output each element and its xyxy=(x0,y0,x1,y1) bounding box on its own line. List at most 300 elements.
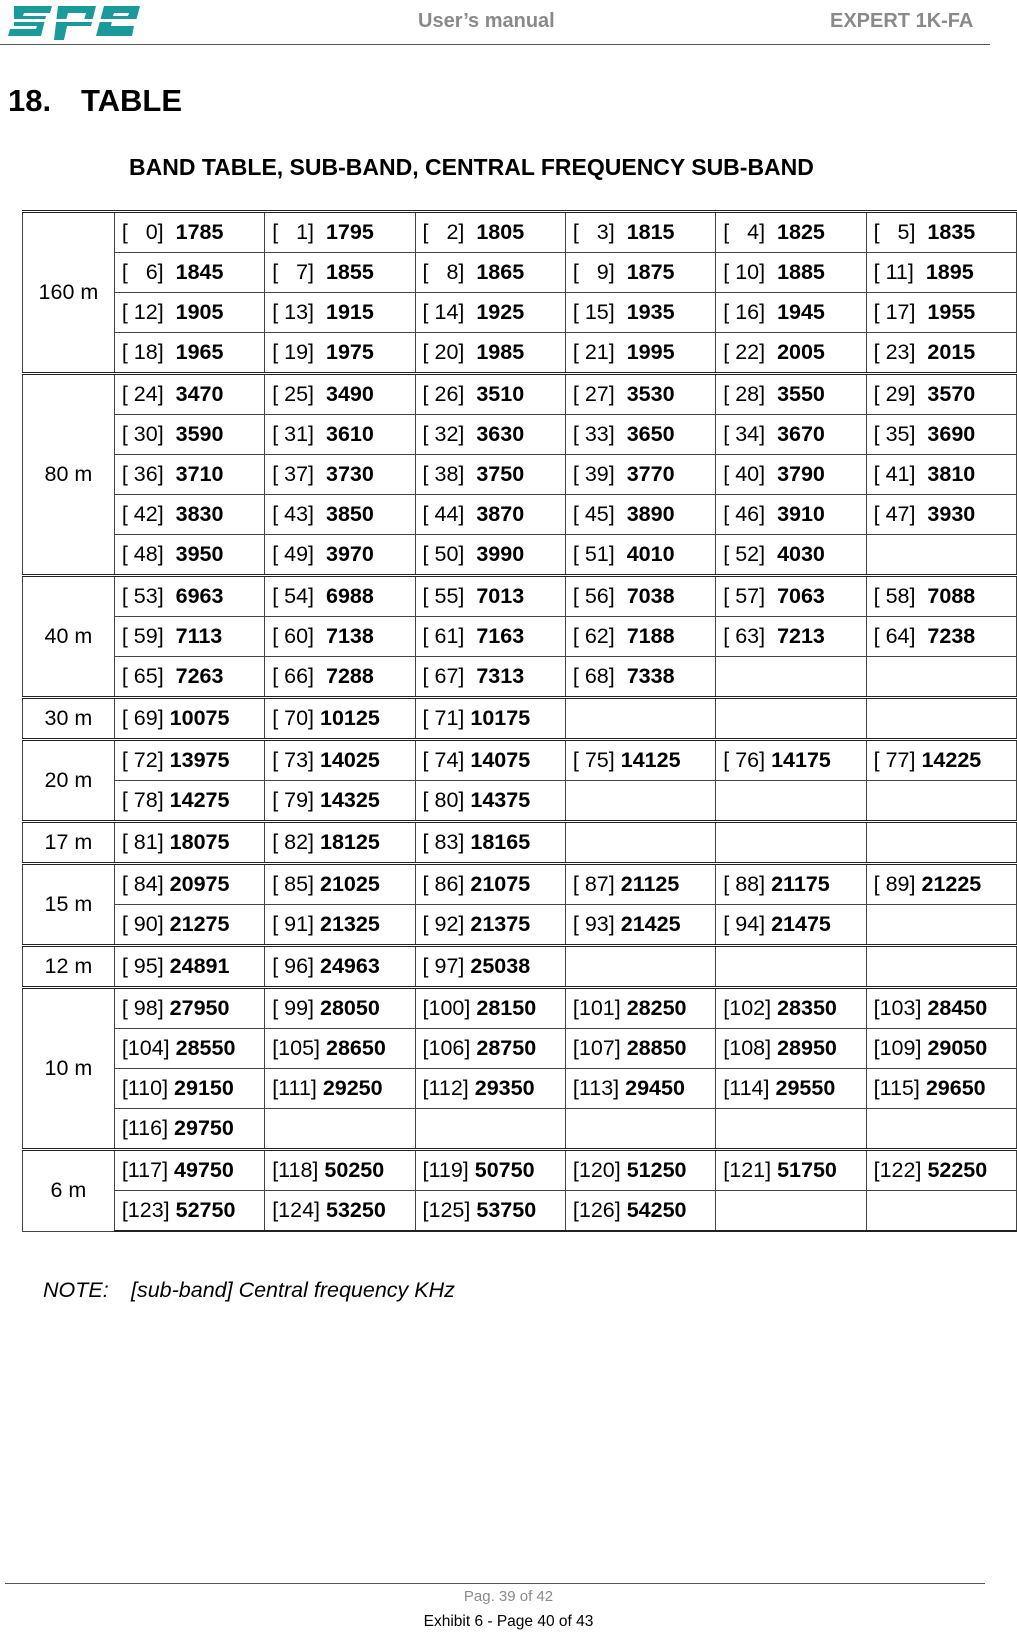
central-frequency: 29550 xyxy=(775,1076,836,1100)
central-frequency: 4010 xyxy=(626,542,675,566)
subband-index: [ 93] xyxy=(572,912,615,936)
subband-cell xyxy=(415,293,565,333)
subband-index: [ 50] xyxy=(422,542,465,566)
central-frequency: 3590 xyxy=(175,422,224,446)
subband-index: [113] xyxy=(572,1076,620,1100)
central-frequency: 7238 xyxy=(927,624,976,648)
subband-cell xyxy=(866,415,1016,455)
subband-cell xyxy=(716,1069,866,1109)
central-frequency: 24891 xyxy=(169,954,230,978)
subband-index: [117] xyxy=(121,1158,169,1182)
subband-cell xyxy=(565,415,715,455)
subband-cell xyxy=(114,374,264,415)
subband-index: [ 14] xyxy=(422,300,465,324)
subband-index: [ 6] xyxy=(121,260,164,284)
table-row xyxy=(23,1150,1017,1191)
subband-cell xyxy=(114,657,264,698)
subband-cell xyxy=(415,253,565,293)
subband-cell xyxy=(265,988,415,1029)
central-frequency: 1955 xyxy=(927,300,976,324)
footer-divider xyxy=(5,1583,985,1584)
subband-index: [ 30] xyxy=(121,422,164,446)
section-title: TABLE xyxy=(81,83,183,118)
subband-cell xyxy=(866,253,1016,293)
subband-cell xyxy=(415,212,565,253)
subband-index: [111] xyxy=(272,1076,317,1100)
subband-cell xyxy=(716,988,866,1029)
subband-cell xyxy=(114,1029,264,1069)
central-frequency: 3910 xyxy=(777,502,825,526)
subband-index: [ 96] xyxy=(272,954,315,978)
central-frequency: 3830 xyxy=(175,502,224,526)
central-frequency: 1785 xyxy=(175,220,224,244)
central-frequency: 3790 xyxy=(777,462,825,486)
subband-cell xyxy=(565,293,715,333)
subband-cell xyxy=(716,576,866,617)
central-frequency: 7288 xyxy=(325,664,374,688)
subband-cell xyxy=(114,988,264,1029)
subband-index: [121] xyxy=(723,1158,772,1182)
subband-index: [ 19] xyxy=(272,340,315,364)
subband-cell xyxy=(415,1109,565,1150)
central-frequency: 6988 xyxy=(325,584,374,608)
central-frequency: 1985 xyxy=(476,340,525,364)
manual-title: User’s manual xyxy=(418,10,555,32)
central-frequency: 21075 xyxy=(470,872,531,896)
central-frequency: 7263 xyxy=(175,664,224,688)
subband-cell xyxy=(565,988,715,1029)
subband-index: [ 77] xyxy=(873,748,916,772)
subband-index: [ 84] xyxy=(121,872,164,896)
band-name-cell: 160 m xyxy=(23,212,115,374)
central-frequency: 3810 xyxy=(927,462,976,486)
central-frequency: 10125 xyxy=(320,706,380,730)
subband-index: [ 31] xyxy=(272,422,315,446)
subband-cell xyxy=(716,946,866,988)
subband-cell xyxy=(565,333,715,374)
central-frequency: 1925 xyxy=(476,300,525,324)
subband-index: [ 20] xyxy=(422,340,465,364)
subband-index: [ 41] xyxy=(873,462,916,486)
subband-cell xyxy=(265,1029,415,1069)
table-row xyxy=(23,253,1017,293)
central-frequency: 29750 xyxy=(174,1116,234,1140)
subband-cell xyxy=(114,535,264,576)
subband-index: [ 89] xyxy=(873,872,916,896)
spe-logo-icon xyxy=(8,2,140,42)
subband-cell xyxy=(716,253,866,293)
central-frequency: 28350 xyxy=(777,996,837,1020)
table-row xyxy=(23,415,1017,455)
subband-cell xyxy=(866,212,1016,253)
subband-cell xyxy=(114,822,264,864)
central-frequency: 29250 xyxy=(322,1076,383,1100)
subband-cell xyxy=(265,333,415,374)
central-frequency: 50250 xyxy=(324,1158,385,1182)
table-row xyxy=(23,946,1017,988)
subband-index: [ 36] xyxy=(121,462,164,486)
central-frequency: 3850 xyxy=(325,502,374,526)
central-frequency: 28750 xyxy=(476,1036,537,1060)
subband-cell xyxy=(866,576,1016,617)
subband-cell xyxy=(114,333,264,374)
subband-index: [ 8] xyxy=(422,260,465,284)
page-header xyxy=(0,0,990,45)
subband-index: [ 71] xyxy=(422,706,465,730)
subband-cell xyxy=(565,455,715,495)
central-frequency: 28450 xyxy=(927,996,988,1020)
central-frequency: 13975 xyxy=(169,748,230,772)
central-frequency: 29450 xyxy=(625,1076,685,1100)
central-frequency: 3610 xyxy=(325,422,374,446)
subband-index: [107] xyxy=(572,1036,621,1060)
subband-cell xyxy=(716,1191,866,1232)
subband-index: [ 59] xyxy=(121,624,164,648)
central-frequency: 14075 xyxy=(470,748,531,772)
subband-index: [ 39] xyxy=(572,462,615,486)
subband-index: [108] xyxy=(723,1036,772,1060)
subband-cell xyxy=(415,1029,565,1069)
subband-index: [ 80] xyxy=(422,788,465,812)
table-row xyxy=(23,333,1017,374)
subband-index: [ 7] xyxy=(272,260,315,284)
table-row xyxy=(23,212,1017,253)
central-frequency: 14225 xyxy=(921,748,982,772)
subband-cell xyxy=(415,455,565,495)
central-frequency: 21125 xyxy=(620,872,680,896)
central-frequency: 54250 xyxy=(626,1198,687,1222)
subband-index: [ 69] xyxy=(121,706,164,730)
note xyxy=(43,1278,455,1303)
central-frequency: 2015 xyxy=(927,340,976,364)
central-frequency: 3630 xyxy=(476,422,525,446)
subband-cell xyxy=(265,576,415,617)
subband-index: [ 35] xyxy=(873,422,916,446)
subband-index: [ 87] xyxy=(572,872,615,896)
central-frequency: 1795 xyxy=(325,220,374,244)
central-frequency: 1935 xyxy=(626,300,675,324)
subband-index: [ 68] xyxy=(572,664,615,688)
band-table-body xyxy=(23,212,1017,1232)
subband-index: [126] xyxy=(572,1198,621,1222)
central-frequency: 21175 xyxy=(771,872,830,896)
central-frequency: 3930 xyxy=(927,502,976,526)
subband-cell xyxy=(265,1109,415,1150)
central-frequency: 3510 xyxy=(476,382,525,406)
central-frequency: 1825 xyxy=(777,220,825,244)
subband-cell xyxy=(716,212,866,253)
subband-cell xyxy=(866,455,1016,495)
subband-index: [ 86] xyxy=(422,872,465,896)
subband-index: [119] xyxy=(422,1158,469,1182)
subband-index: [ 94] xyxy=(723,912,766,936)
subband-cell xyxy=(265,535,415,576)
central-frequency: 50750 xyxy=(474,1158,535,1182)
subband-index: [ 52] xyxy=(723,542,766,566)
central-frequency: 21275 xyxy=(169,912,230,936)
subband-index: [ 23] xyxy=(873,340,916,364)
central-frequency: 3990 xyxy=(476,542,525,566)
subband-cell xyxy=(265,455,415,495)
subband-cell xyxy=(866,822,1016,864)
subband-cell xyxy=(265,698,415,740)
subband-index: [ 55] xyxy=(422,584,465,608)
central-frequency: 3890 xyxy=(626,502,675,526)
subband-cell xyxy=(114,1191,264,1232)
central-frequency: 28050 xyxy=(320,996,380,1020)
subband-index: [ 29] xyxy=(873,382,916,406)
subband-index: [ 25] xyxy=(272,382,315,406)
subband-cell xyxy=(114,781,264,822)
central-frequency: 53750 xyxy=(476,1198,537,1222)
subband-index: [125] xyxy=(422,1198,471,1222)
central-frequency: 10175 xyxy=(470,706,531,730)
subband-cell xyxy=(265,657,415,698)
subband-cell xyxy=(866,698,1016,740)
subband-index: [ 2] xyxy=(422,220,465,244)
exhibit-label: Exhibit 6 - Page 40 of 43 xyxy=(423,1613,594,1630)
subband-cell xyxy=(565,576,715,617)
central-frequency: 3470 xyxy=(175,382,224,406)
table-row xyxy=(23,535,1017,576)
subband-cell xyxy=(866,740,1016,781)
table-row xyxy=(23,617,1017,657)
subband-cell xyxy=(415,333,565,374)
subband-index: [116] xyxy=(121,1116,169,1140)
subband-index: [ 1] xyxy=(272,220,315,244)
central-frequency: 28950 xyxy=(777,1036,837,1060)
central-frequency: 29050 xyxy=(927,1036,988,1060)
subband-index: [ 38] xyxy=(422,462,465,486)
central-frequency: 1815 xyxy=(626,220,675,244)
subband-cell xyxy=(415,822,565,864)
central-frequency: 21325 xyxy=(320,912,380,936)
subband-index: [112] xyxy=(422,1076,469,1100)
central-frequency: 3730 xyxy=(325,462,374,486)
subband-cell xyxy=(265,781,415,822)
subband-index: [ 76] xyxy=(723,748,766,772)
subband-index: [109] xyxy=(873,1036,922,1060)
subband-cell xyxy=(114,212,264,253)
central-frequency: 14325 xyxy=(320,788,380,812)
subband-cell xyxy=(866,495,1016,535)
subband-index: [ 27] xyxy=(572,382,615,406)
subband-index: [ 46] xyxy=(723,502,766,526)
note-label: NOTE: xyxy=(43,1278,109,1302)
table-row xyxy=(23,495,1017,535)
subband-index: [ 5] xyxy=(873,220,916,244)
subband-index: [103] xyxy=(873,996,922,1020)
subband-index: [ 67] xyxy=(422,664,465,688)
subband-cell xyxy=(415,864,565,905)
subband-cell xyxy=(565,617,715,657)
subband-cell xyxy=(716,1029,866,1069)
subband-cell xyxy=(265,617,415,657)
subband-cell xyxy=(866,905,1016,946)
central-frequency: 7063 xyxy=(777,584,825,608)
subband-cell xyxy=(716,535,866,576)
subband-index: [ 64] xyxy=(873,624,916,648)
subband-cell xyxy=(265,495,415,535)
subband-cell xyxy=(866,988,1016,1029)
central-frequency: 28150 xyxy=(476,996,537,1020)
central-frequency: 24963 xyxy=(320,954,380,978)
subband-index: [ 17] xyxy=(873,300,916,324)
subband-cell xyxy=(114,415,264,455)
subband-cell xyxy=(565,946,715,988)
subband-index: [ 61] xyxy=(422,624,465,648)
subband-index: [ 72] xyxy=(121,748,164,772)
subband-cell xyxy=(716,1150,866,1191)
subband-index: [ 15] xyxy=(572,300,615,324)
central-frequency: 3770 xyxy=(626,462,675,486)
table-row xyxy=(23,905,1017,946)
subband-cell xyxy=(716,864,866,905)
band-name-cell: 40 m xyxy=(23,576,115,698)
subband-index: [123] xyxy=(121,1198,170,1222)
subband-cell xyxy=(866,657,1016,698)
band-table xyxy=(22,210,1017,1232)
central-frequency: 1915 xyxy=(325,300,374,324)
central-frequency: 1995 xyxy=(626,340,675,364)
central-frequency: 21225 xyxy=(921,872,982,896)
subband-cell xyxy=(265,374,415,415)
subband-index: [ 49] xyxy=(272,542,315,566)
subband-cell xyxy=(866,617,1016,657)
subband-index: [ 60] xyxy=(272,624,315,648)
subband-index: [124] xyxy=(272,1198,321,1222)
subband-index: [ 21] xyxy=(572,340,615,364)
subband-index: [ 42] xyxy=(121,502,164,526)
band-name-cell: 6 m xyxy=(23,1150,115,1232)
central-frequency: 29350 xyxy=(474,1076,535,1100)
central-frequency: 14175 xyxy=(771,748,831,772)
subband-cell xyxy=(565,822,715,864)
subband-index: [ 66] xyxy=(272,664,315,688)
central-frequency: 28550 xyxy=(175,1036,236,1060)
subband-cell xyxy=(716,333,866,374)
subband-cell xyxy=(866,1109,1016,1150)
model-name: EXPERT 1K-FA xyxy=(830,10,974,32)
table-row xyxy=(23,740,1017,781)
table-row xyxy=(23,455,1017,495)
central-frequency: 3530 xyxy=(626,382,675,406)
subband-index: [118] xyxy=(272,1158,319,1182)
central-frequency: 29150 xyxy=(174,1076,234,1100)
subband-cell xyxy=(415,1150,565,1191)
subband-index: [ 75] xyxy=(572,748,615,772)
band-name-cell: 10 m xyxy=(23,988,115,1150)
subband-cell xyxy=(565,657,715,698)
subband-index: [122] xyxy=(873,1158,922,1182)
table-row xyxy=(23,293,1017,333)
band-name-cell: 12 m xyxy=(23,946,115,988)
subband-cell xyxy=(866,946,1016,988)
central-frequency: 3650 xyxy=(626,422,675,446)
subband-index: [ 54] xyxy=(272,584,315,608)
subband-cell xyxy=(415,781,565,822)
central-frequency: 7138 xyxy=(325,624,374,648)
table-subtitle: BAND TABLE, SUB-BAND, CENTRAL FREQUENCY SUB-BAND xyxy=(129,154,814,180)
subband-cell xyxy=(114,1150,264,1191)
subband-cell xyxy=(716,495,866,535)
subband-index: [110] xyxy=(121,1076,169,1100)
subband-index: [ 70] xyxy=(272,706,315,730)
subband-index: [ 48] xyxy=(121,542,164,566)
subband-cell xyxy=(265,1069,415,1109)
subband-index: [ 44] xyxy=(422,502,465,526)
central-frequency: 3490 xyxy=(325,382,374,406)
subband-index: [102] xyxy=(723,996,772,1020)
central-frequency: 1945 xyxy=(777,300,825,324)
subband-cell xyxy=(265,740,415,781)
subband-index: [ 92] xyxy=(422,912,465,936)
subband-cell xyxy=(415,905,565,946)
central-frequency: 49750 xyxy=(174,1158,234,1182)
subband-cell xyxy=(265,905,415,946)
subband-cell xyxy=(866,1029,1016,1069)
subband-index: [ 88] xyxy=(723,872,766,896)
central-frequency: 21475 xyxy=(771,912,831,936)
table-row xyxy=(23,1191,1017,1232)
subband-index: [ 82] xyxy=(272,830,315,854)
subband-cell xyxy=(565,495,715,535)
central-frequency: 3670 xyxy=(777,422,825,446)
page-number: Pag. 39 of 42 xyxy=(463,1588,554,1605)
band-name-cell: 30 m xyxy=(23,698,115,740)
subband-cell xyxy=(265,293,415,333)
table-row xyxy=(23,1029,1017,1069)
subband-cell xyxy=(415,535,565,576)
subband-cell xyxy=(866,781,1016,822)
central-frequency: 14375 xyxy=(470,788,531,812)
subband-index: [ 79] xyxy=(272,788,315,812)
table-row xyxy=(23,576,1017,617)
central-frequency: 7338 xyxy=(626,664,675,688)
subband-cell xyxy=(114,946,264,988)
subband-cell xyxy=(716,698,866,740)
band-name-cell: 17 m xyxy=(23,822,115,864)
central-frequency: 21425 xyxy=(620,912,681,936)
subband-index: [ 33] xyxy=(572,422,615,446)
subband-index: [ 99] xyxy=(272,996,315,1020)
subband-index: [ 22] xyxy=(723,340,766,364)
central-frequency: 27950 xyxy=(169,996,230,1020)
central-frequency: 1835 xyxy=(927,220,976,244)
subband-cell xyxy=(716,374,866,415)
band-name-cell: 80 m xyxy=(23,374,115,576)
subband-index: [ 56] xyxy=(572,584,615,608)
subband-cell xyxy=(265,212,415,253)
subband-cell xyxy=(415,1191,565,1232)
subband-cell xyxy=(114,740,264,781)
table-row xyxy=(23,1109,1017,1150)
subband-cell xyxy=(114,617,264,657)
central-frequency: 7163 xyxy=(476,624,525,648)
subband-index: [ 13] xyxy=(272,300,315,324)
subband-index: [ 45] xyxy=(572,502,615,526)
table-row xyxy=(23,657,1017,698)
subband-index: [ 85] xyxy=(272,872,315,896)
central-frequency: 3570 xyxy=(927,382,976,406)
subband-cell xyxy=(265,1191,415,1232)
subband-index: [ 18] xyxy=(121,340,164,364)
subband-cell xyxy=(565,1109,715,1150)
subband-index: [ 78] xyxy=(121,788,164,812)
subband-cell xyxy=(114,1109,264,1150)
subband-index: [114] xyxy=(723,1076,770,1100)
subband-cell xyxy=(415,946,565,988)
